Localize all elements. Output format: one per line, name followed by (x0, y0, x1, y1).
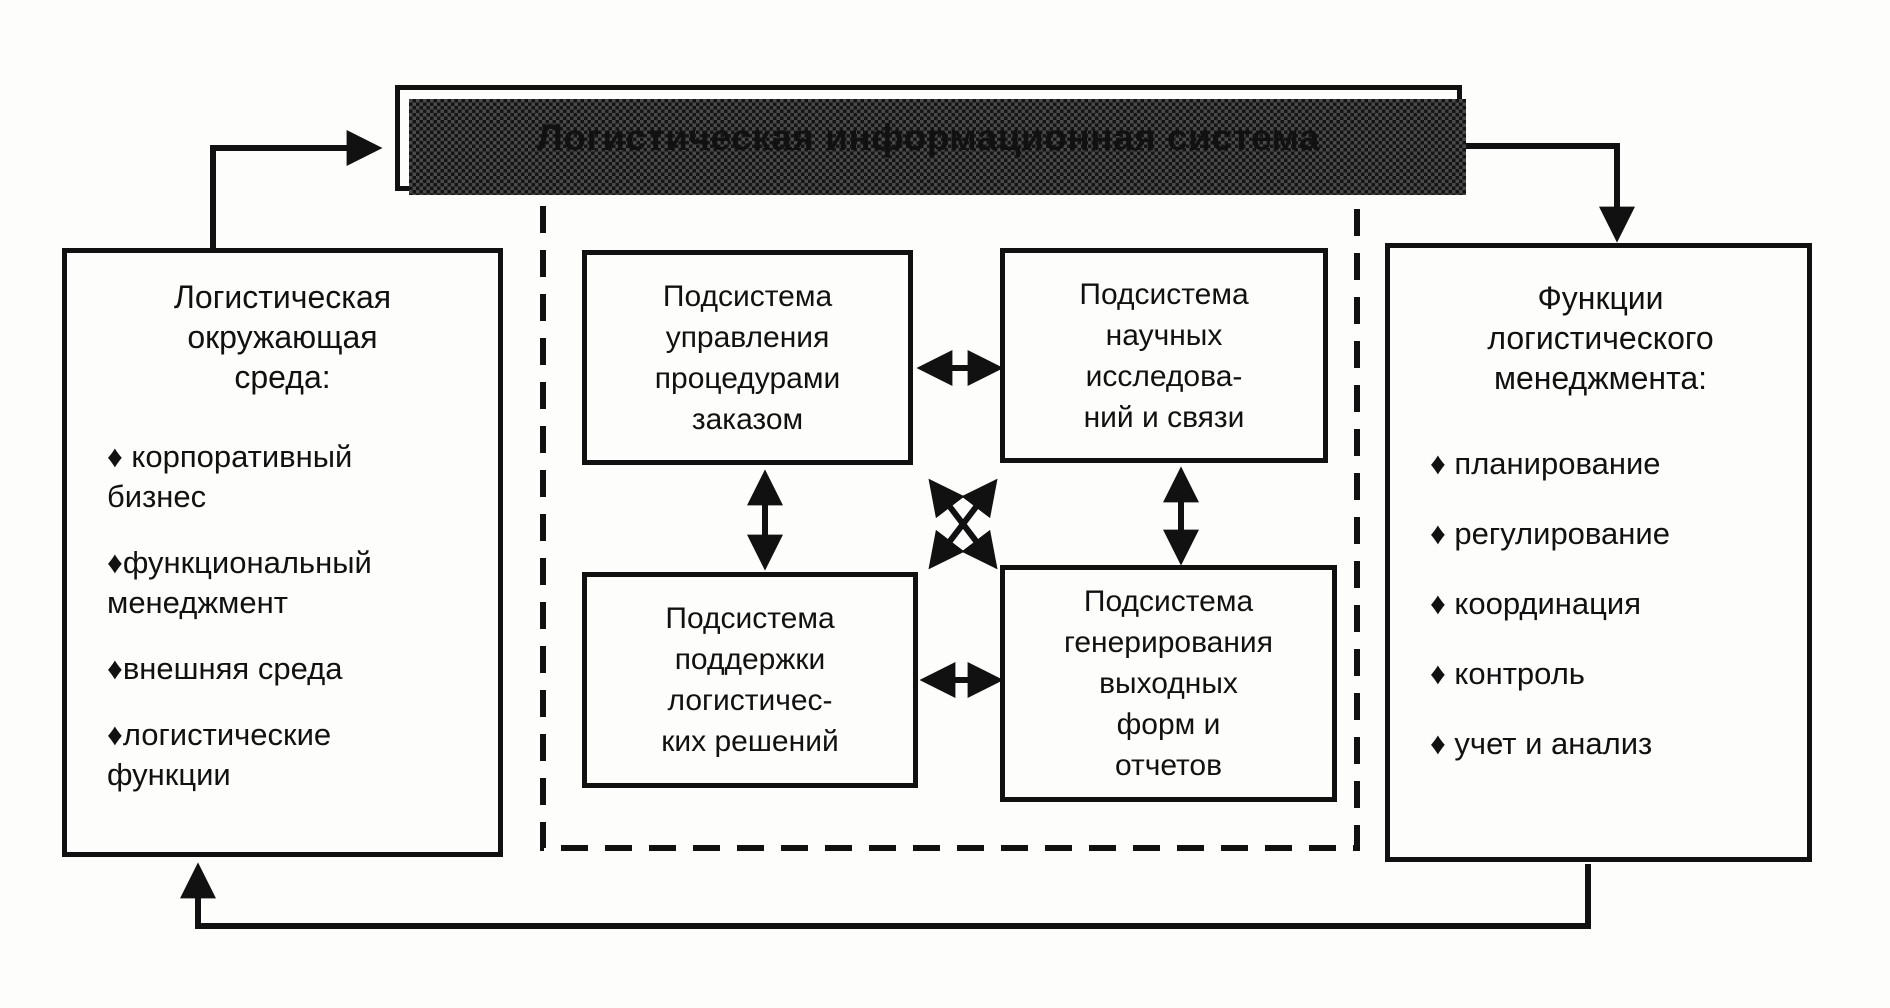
environment-list (107, 437, 458, 795)
list-item: ♦ планирование (1430, 446, 1661, 481)
subsystem-research-box (1000, 248, 1328, 463)
subsystem-line: выходных (1099, 667, 1238, 700)
environment-box (62, 248, 503, 857)
functions-box (1385, 243, 1812, 862)
functions-list (1424, 444, 1777, 764)
list-item: ♦ регулирование (1430, 516, 1670, 551)
environment-heading: Логистическая окружающая среда: (173, 279, 392, 395)
list-item: ♦ контроль (1430, 656, 1585, 691)
subsystem-decision-box (582, 572, 918, 788)
title-box (395, 85, 1462, 191)
subsystem-line: генерирования (1064, 626, 1273, 659)
subsystem-line: отчетов (1114, 749, 1223, 782)
subsystem-line: процедурами (654, 361, 841, 395)
subsystem-line: поддержки (674, 643, 826, 676)
subsystem-line: ких решений (661, 725, 839, 758)
list-item: ♦ корпоративный бизнес (107, 439, 353, 514)
subsystem-line: управления (665, 320, 830, 354)
subsystem-line: заказом (691, 402, 804, 436)
subsystem-line: исследова- (1085, 359, 1243, 393)
diagram-title: Логистическая информационная система (536, 117, 1321, 158)
functions-heading: Функции логистического менеджмента: (1487, 280, 1714, 396)
subsystem-order-box (582, 250, 913, 465)
subsystem-line: ний и связи (1083, 400, 1245, 434)
list-item: ♦логистические функции (107, 717, 332, 792)
list-item: ♦внешняя среда (107, 651, 343, 686)
arrow-feedback-functions-to-environment (198, 864, 1588, 926)
subsystem-line: Подсистема (662, 279, 833, 313)
subsystem-line: Подсистема (1079, 277, 1249, 311)
subsystem-output-box (1000, 565, 1337, 802)
subsystem-line: научных (1105, 318, 1223, 352)
list-item: ♦ учет и анализ (1430, 726, 1653, 761)
subsystem-line: Подсистема (1083, 585, 1254, 618)
arrow-environment-to-title (213, 148, 352, 250)
subsystem-line: форм и (1116, 708, 1221, 741)
subsystem-line: Подсистема (665, 602, 835, 635)
list-item: ♦ координация (1430, 586, 1641, 621)
subsystem-line: логистичес- (667, 684, 833, 717)
arrow-title-to-functions (1462, 146, 1617, 212)
list-item: ♦функциональный менеджмент (107, 545, 372, 620)
